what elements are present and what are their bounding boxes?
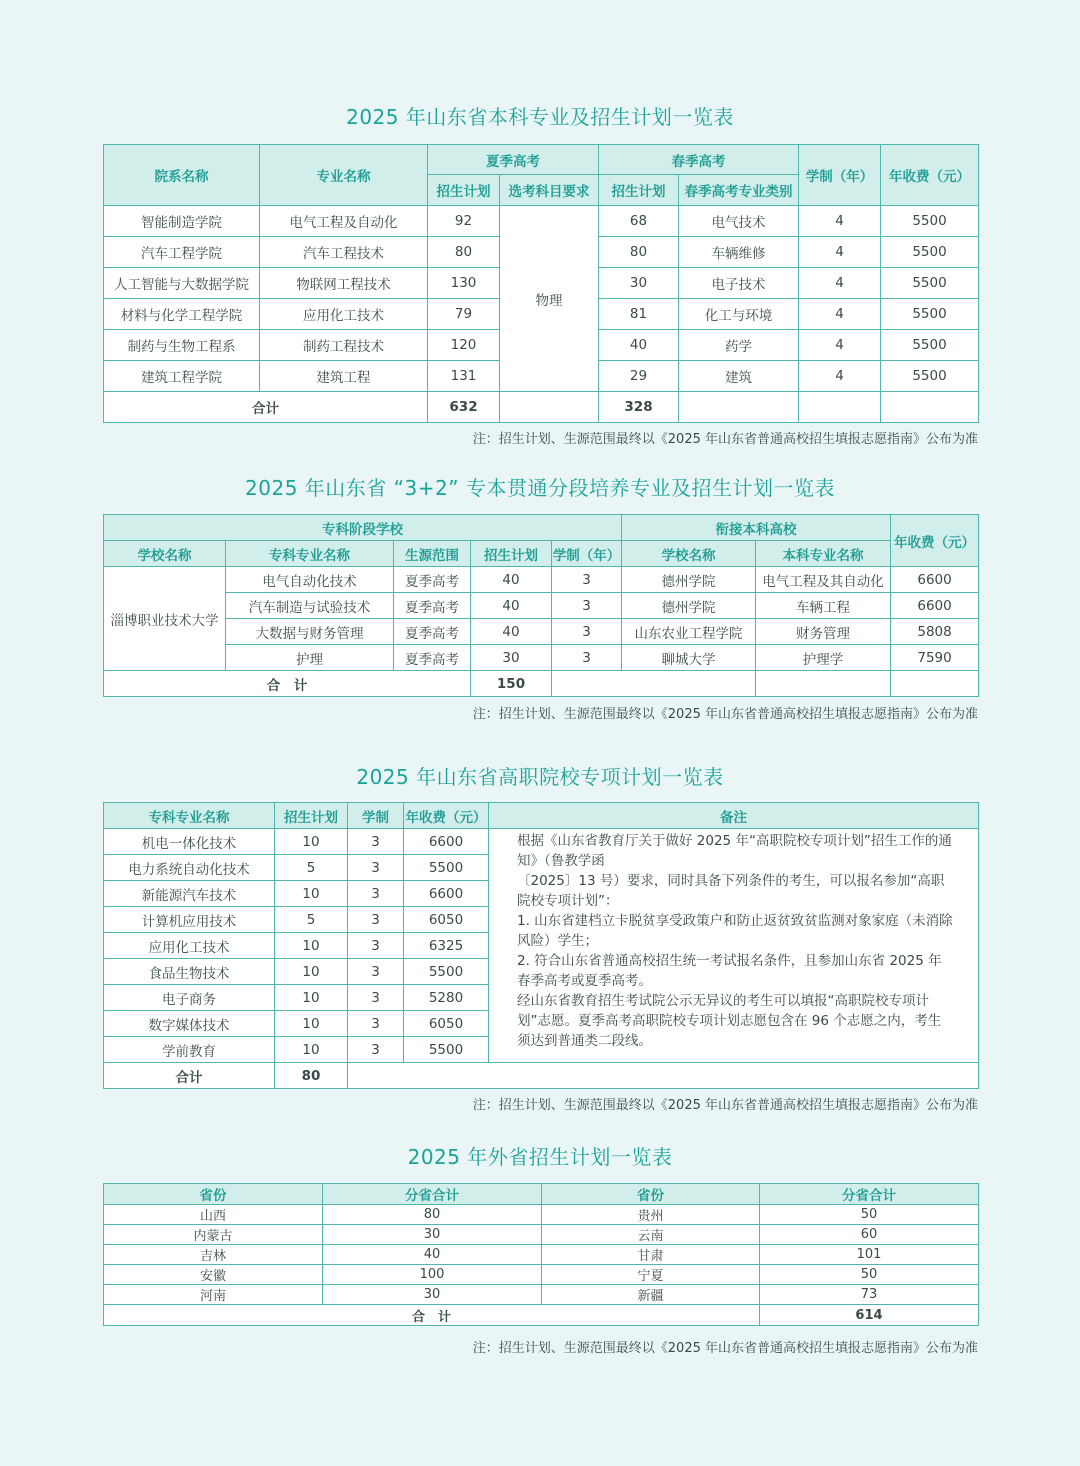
empty-cell [881, 392, 979, 423]
col-bachelor-school-name: 学校名称 [622, 541, 756, 567]
cell-years: 4 [799, 206, 881, 237]
col-bachelor-school: 衔接本科高校 [622, 515, 891, 541]
cell-major: 建筑工程 [260, 361, 428, 392]
cell-school-name: 淄博职业技术大学 [104, 567, 226, 671]
col-spring-category: 春季高考专业类别 [679, 175, 799, 206]
remark-line: 2. 符合山东省普通高校招生统一考试报名条件，且参加山东省 2025 年春季高考或夏季高考。 [517, 953, 942, 989]
cell-years: 3 [348, 1011, 404, 1037]
special-plan-table-section [103, 802, 978, 1089]
cell-subtotal: 101 [760, 1245, 979, 1265]
joint-program-table [103, 514, 979, 697]
cell-plan: 10 [275, 933, 348, 959]
cell-province: 云南 [542, 1225, 760, 1245]
cell-years: 3 [348, 855, 404, 881]
col-fee: 年收费（元） [891, 515, 979, 567]
col-years: 学制（年） [552, 541, 622, 567]
cell-years: 3 [348, 907, 404, 933]
cell-years: 3 [552, 645, 622, 671]
cell-fee: 5500 [881, 206, 979, 237]
table3-title: 2025 年山东省高职院校专项计划一览表 [356, 765, 724, 789]
out-of-province-table [103, 1183, 979, 1326]
cell-summer-plan: 80 [428, 237, 500, 268]
table-row [104, 567, 979, 593]
cell-plan: 40 [471, 567, 552, 593]
cell-fee: 5500 [881, 330, 979, 361]
table-row [104, 1265, 979, 1285]
cell-major: 计算机应用技术 [104, 907, 275, 933]
total-plan: 150 [471, 671, 552, 697]
table-row [104, 1205, 979, 1225]
total-value: 614 [760, 1305, 979, 1326]
cell-summer-plan: 131 [428, 361, 500, 392]
cell-spring-category: 药学 [679, 330, 799, 361]
col-major: 专科专业名称 [104, 803, 275, 829]
cell-spring-plan: 68 [599, 206, 679, 237]
cell-spring-category: 电子技术 [679, 268, 799, 299]
cell-source: 夏季高考 [394, 619, 471, 645]
table1-note: 注：招生计划、生源范围最终以《2025 年山东省普通高校招生填报志愿指南》公布为准 [472, 432, 978, 447]
col-bachelor-major: 本科专业名称 [756, 541, 891, 567]
empty-cell [348, 1063, 979, 1089]
col-dept: 院系名称 [104, 145, 260, 206]
col-summer-plan: 招生计划 [428, 175, 500, 206]
cell-fee: 6325 [404, 933, 489, 959]
remark-line: 〔2025〕13 号）要求，同时具备下列条件的考生，可以报名参加“高职院校专项计划”： [517, 873, 945, 909]
cell-plan: 10 [275, 1011, 348, 1037]
cell-major: 新能源汽车技术 [104, 881, 275, 907]
cell-plan: 10 [275, 959, 348, 985]
cell-years: 4 [799, 330, 881, 361]
cell-fee: 6600 [404, 881, 489, 907]
cell-years: 3 [348, 959, 404, 985]
col-major: 专科专业名称 [226, 541, 394, 567]
cell-years: 3 [348, 881, 404, 907]
cell-bachelor-school: 德州学院 [622, 593, 756, 619]
table-row [104, 1225, 979, 1245]
cell-years: 3 [348, 1037, 404, 1063]
cell-major: 制药工程技术 [260, 330, 428, 361]
empty-cell [679, 392, 799, 423]
cell-summer-plan: 79 [428, 299, 500, 330]
cell-plan: 5 [275, 907, 348, 933]
cell-dept: 制药与生物工程系 [104, 330, 260, 361]
cell-bachelor-school: 德州学院 [622, 567, 756, 593]
cell-source: 夏季高考 [394, 645, 471, 671]
cell-bachelor-major: 电气工程及其自动化 [756, 567, 891, 593]
cell-fee: 6600 [891, 593, 979, 619]
cell-years: 3 [552, 619, 622, 645]
joint-program-table-section [103, 514, 978, 697]
table-row [104, 645, 979, 671]
cell-fee: 5500 [881, 299, 979, 330]
cell-bachelor-major: 车辆工程 [756, 593, 891, 619]
cell-dept: 汽车工程学院 [104, 237, 260, 268]
cell-fee: 5500 [881, 268, 979, 299]
cell-summer-plan: 130 [428, 268, 500, 299]
col-plan: 招生计划 [471, 541, 552, 567]
cell-fee: 6050 [404, 1011, 489, 1037]
cell-fee: 5500 [404, 1037, 489, 1063]
cell-spring-category: 建筑 [679, 361, 799, 392]
table4-note: 注：招生计划、生源范围最终以《2025 年山东省普通高校招生填报志愿指南》公布为准 [472, 1341, 978, 1356]
cell-summer-plan: 92 [428, 206, 500, 237]
cell-province: 山西 [104, 1205, 323, 1225]
cell-major: 汽车制造与试验技术 [226, 593, 394, 619]
cell-fee: 5500 [881, 361, 979, 392]
col-subtotal: 分省合计 [760, 1184, 979, 1205]
cell-fee: 5500 [881, 237, 979, 268]
cell-summer-plan: 120 [428, 330, 500, 361]
col-plan: 招生计划 [275, 803, 348, 829]
cell-major: 电气自动化技术 [226, 567, 394, 593]
cell-major: 电子商务 [104, 985, 275, 1011]
total-row [104, 671, 979, 697]
cell-dept: 建筑工程学院 [104, 361, 260, 392]
empty-cell [799, 392, 881, 423]
total-row [104, 392, 979, 423]
cell-years: 3 [552, 593, 622, 619]
col-subtotal: 分省合计 [323, 1184, 542, 1205]
col-province: 省份 [542, 1184, 760, 1205]
cell-years: 4 [799, 299, 881, 330]
remark-line: 经山东省教育招生考试院公示无异议的考生可以填报“高职院校专项计划”志愿。夏季高考高职院校专项计划志愿包含在 96 个志愿之内，考生须达到普通类二段线。 [517, 993, 942, 1049]
col-years: 学制（年） [799, 145, 881, 206]
total-row [104, 1305, 979, 1326]
col-summer-subject: 选考科目要求 [500, 175, 599, 206]
cell-major: 电气工程及自动化 [260, 206, 428, 237]
table4-title: 2025 年外省招生计划一览表 [407, 1145, 673, 1169]
col-fee: 年收费（元） [881, 145, 979, 206]
total-label: 合计 [104, 1063, 275, 1089]
total-summer-plan: 632 [428, 392, 500, 423]
cell-plan: 10 [275, 829, 348, 855]
cell-fee: 5500 [404, 855, 489, 881]
cell-subtotal: 30 [323, 1225, 542, 1245]
cell-source: 夏季高考 [394, 593, 471, 619]
table1-title: 2025 年山东省本科专业及招生计划一览表 [346, 105, 734, 129]
table2-note: 注：招生计划、生源范围最终以《2025 年山东省普通高校招生填报志愿指南》公布为准 [472, 707, 978, 722]
cell-plan: 10 [275, 1037, 348, 1063]
cell-bachelor-school: 山东农业工程学院 [622, 619, 756, 645]
cell-province: 内蒙古 [104, 1225, 323, 1245]
remark-line: 1. 山东省建档立卡脱贫享受政策户和防止返贫致贫监测对象家庭（未消除风险）学生； [517, 913, 953, 949]
cell-fee: 6600 [891, 567, 979, 593]
cell-bachelor-major: 护理学 [756, 645, 891, 671]
table-row [104, 593, 979, 619]
remark-line: 根据《山东省教育厅关于做好 2025 年“高职院校专项计划”招生工作的通知》（鲁教学函 [517, 833, 952, 869]
special-plan-table [103, 802, 979, 1089]
cell-years: 3 [348, 829, 404, 855]
cell-plan: 30 [471, 645, 552, 671]
cell-major: 机电一体化技术 [104, 829, 275, 855]
cell-subtotal: 50 [760, 1265, 979, 1285]
cell-fee: 7590 [891, 645, 979, 671]
cell-major: 应用化工技术 [104, 933, 275, 959]
total-label: 合计 [104, 392, 428, 423]
cell-major: 数字媒体技术 [104, 1011, 275, 1037]
cell-dept: 智能制造学院 [104, 206, 260, 237]
cell-major: 电力系统自动化技术 [104, 855, 275, 881]
cell-plan: 5 [275, 855, 348, 881]
total-label: 合 计 [104, 671, 471, 697]
cell-bachelor-school: 聊城大学 [622, 645, 756, 671]
cell-years: 3 [552, 567, 622, 593]
cell-subtotal: 73 [760, 1285, 979, 1305]
col-source: 生源范围 [394, 541, 471, 567]
table3-note: 注：招生计划、生源范围最终以《2025 年山东省普通高校招生填报志愿指南》公布为准 [472, 1098, 978, 1113]
cell-province: 新疆 [542, 1285, 760, 1305]
cell-major: 大数据与财务管理 [226, 619, 394, 645]
cell-years: 4 [799, 237, 881, 268]
cell-spring-category: 化工与环境 [679, 299, 799, 330]
table2-title: 2025 年山东省 “3+2” 专本贯通分段培养专业及招生计划一览表 [245, 476, 835, 500]
total-label: 合 计 [104, 1305, 760, 1326]
cell-years: 4 [799, 268, 881, 299]
cell-major: 食品生物技术 [104, 959, 275, 985]
col-remark: 备注 [489, 803, 979, 829]
cell-subtotal: 100 [323, 1265, 542, 1285]
cell-source: 夏季高考 [394, 567, 471, 593]
cell-province: 宁夏 [542, 1265, 760, 1285]
cell-fee: 6050 [404, 907, 489, 933]
cell-major: 汽车工程技术 [260, 237, 428, 268]
cell-province: 贵州 [542, 1205, 760, 1225]
cell-spring-category: 车辆维修 [679, 237, 799, 268]
col-vocational-school: 专科阶段学校 [104, 515, 622, 541]
cell-spring-plan: 30 [599, 268, 679, 299]
cell-spring-category: 电气技术 [679, 206, 799, 237]
cell-spring-plan: 40 [599, 330, 679, 361]
cell-fee: 5280 [404, 985, 489, 1011]
col-years: 学制 [348, 803, 404, 829]
col-spring: 春季高考 [599, 145, 799, 175]
cell-fee: 5808 [891, 619, 979, 645]
cell-subtotal: 50 [760, 1205, 979, 1225]
cell-subtotal: 40 [323, 1245, 542, 1265]
cell-fee: 6600 [404, 829, 489, 855]
cell-subtotal: 30 [323, 1285, 542, 1305]
table-row [104, 829, 979, 855]
cell-major: 学前教育 [104, 1037, 275, 1063]
cell-plan: 40 [471, 593, 552, 619]
col-spring-plan: 招生计划 [599, 175, 679, 206]
col-summer: 夏季高考 [428, 145, 599, 175]
cell-subtotal: 80 [323, 1205, 542, 1225]
table-row [104, 1285, 979, 1305]
total-spring-plan: 328 [599, 392, 679, 423]
empty-cell [891, 671, 979, 697]
undergrad-plan-table [103, 144, 979, 423]
cell-years: 4 [799, 361, 881, 392]
cell-province: 河南 [104, 1285, 323, 1305]
empty-cell [552, 671, 756, 697]
col-fee: 年收费（元） [404, 803, 489, 829]
col-major: 专业名称 [260, 145, 428, 206]
cell-plan: 10 [275, 881, 348, 907]
empty-cell [756, 671, 891, 697]
undergrad-table-section [103, 144, 978, 423]
cell-subtotal: 60 [760, 1225, 979, 1245]
cell-spring-plan: 29 [599, 361, 679, 392]
cell-bachelor-major: 财务管理 [756, 619, 891, 645]
cell-spring-plan: 80 [599, 237, 679, 268]
cell-dept: 材料与化学工程学院 [104, 299, 260, 330]
col-school-name: 学校名称 [104, 541, 226, 567]
table-row [104, 206, 979, 237]
cell-major: 应用化工技术 [260, 299, 428, 330]
cell-years: 3 [348, 985, 404, 1011]
total-row [104, 1063, 979, 1089]
table-row [104, 619, 979, 645]
col-province: 省份 [104, 1184, 323, 1205]
cell-plan: 40 [471, 619, 552, 645]
cell-major: 物联网工程技术 [260, 268, 428, 299]
total-plan: 80 [275, 1063, 348, 1089]
remark-cell [489, 829, 979, 1063]
out-of-province-table-section [103, 1183, 978, 1326]
cell-province: 甘肃 [542, 1245, 760, 1265]
cell-province: 吉林 [104, 1245, 323, 1265]
cell-years: 3 [348, 933, 404, 959]
cell-province: 安徽 [104, 1265, 323, 1285]
table-row [104, 1245, 979, 1265]
empty-cell [500, 392, 599, 423]
cell-subject-requirement: 物理 [500, 206, 599, 392]
cell-dept: 人工智能与大数据学院 [104, 268, 260, 299]
cell-plan: 10 [275, 985, 348, 1011]
cell-major: 护理 [226, 645, 394, 671]
cell-spring-plan: 81 [599, 299, 679, 330]
cell-fee: 5500 [404, 959, 489, 985]
